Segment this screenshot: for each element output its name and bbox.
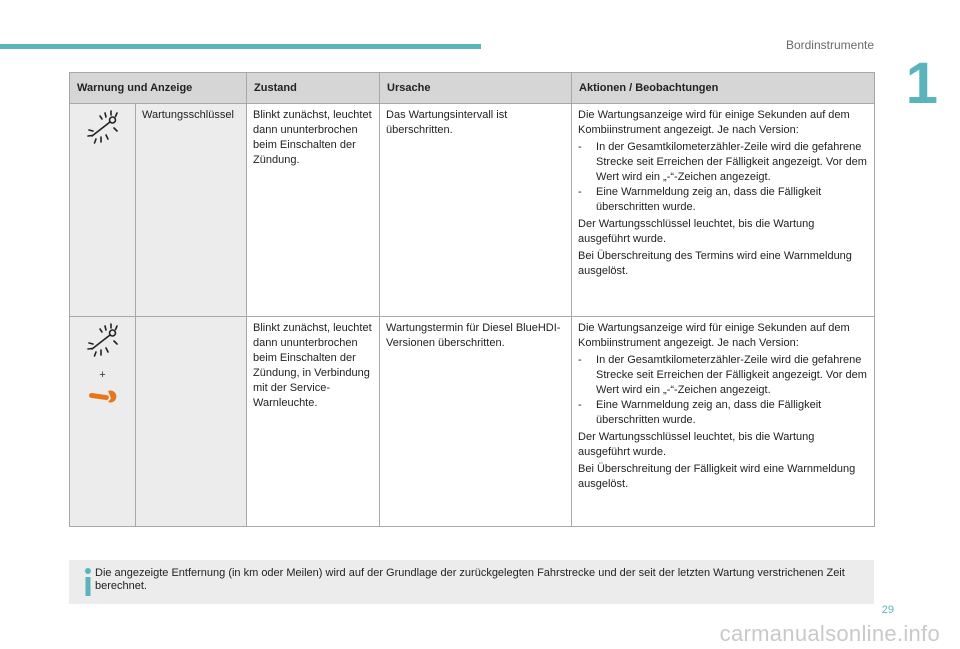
warning-table — [69, 72, 875, 527]
warning-name — [136, 317, 247, 527]
list-item — [578, 398, 868, 428]
ursache-cell: Das Wartungsintervall ist überschritten. — [380, 104, 572, 317]
actions-intro: Die Wartungsanzeige wird für einige Sekunden auf dem Kombiinstrument angezeigt. Je nach Version: — [578, 322, 850, 349]
accent-bar — [0, 44, 481, 49]
page-number: 29 — [881, 604, 894, 616]
list-item-text: Eine Warnmeldung zeig an, dass die Fälligkeit überschritten wurde. — [596, 186, 822, 213]
info-icon — [81, 566, 95, 598]
info-text: Die angezeigte Entfernung (in km oder Meilen) wird auf der Grundlage der zurückgelegten Fahrstrecke und der seit der letzten Wartung verstrichenen Zeit berechnet. — [95, 567, 845, 592]
column-header-warnung: Warnung und Anzeige — [70, 73, 247, 104]
actions-cell — [572, 104, 875, 317]
icon-cell — [70, 317, 136, 527]
icon-cell — [70, 104, 136, 317]
list-dash: - — [578, 354, 582, 366]
column-header-zustand: Zustand — [247, 73, 380, 104]
plus-sign: + — [99, 369, 106, 381]
actions-paragraph: Der Wartungsschlüssel leuchtet, bis die Wartung ausgeführt wurde. — [578, 431, 815, 458]
list-item — [578, 140, 868, 185]
info-box — [69, 560, 874, 604]
actions-intro: Die Wartungsanzeige wird für einige Sekunden auf dem Kombiinstrument angezeigt. Je nach Version: — [578, 109, 850, 136]
ursache-cell: Wartungstermin für Diesel BlueHDI-Versionen überschritten. — [380, 317, 572, 527]
column-header-ursache: Ursache — [380, 73, 572, 104]
list-item — [578, 185, 868, 215]
list-dash: - — [578, 186, 582, 198]
watermark: carmanualsonline.info — [719, 621, 940, 646]
service-wrench-warning-icon — [83, 321, 123, 361]
zustand-cell: Blinkt zunächst, leuchtet dann ununterbrochen beim Einschalten der Zündung, in Verbindung mit der Service-Warnleuchte. — [247, 317, 380, 527]
list-dash: - — [578, 399, 582, 411]
list-item-text: In der Gesamtkilometerzähler-Zeile wird die gefahrene Strecke seit Erreichen der Fälligkeit angezeigt. Vor dem Wert wird ein „-“-Zeichen angezeigt. — [596, 141, 867, 183]
list-item-text: Eine Warnmeldung zeig an, dass die Fälligkeit überschritten wurde. — [596, 399, 822, 426]
actions-paragraph: Bei Überschreitung des Termins wird eine Warnmeldung ausgelöst. — [578, 250, 852, 277]
list-item-text: In der Gesamtkilometerzähler-Zeile wird die gefahrene Strecke seit Erreichen der Fälligkeit angezeigt. Vor dem Wert wird ein „-“-Zeichen angezeigt. — [596, 354, 867, 396]
list-dash: - — [578, 141, 582, 153]
actions-paragraph: Bei Überschreitung der Fälligkeit wird eine Warnmeldung ausgelöst. — [578, 463, 856, 490]
warning-name: Wartungsschlüssel — [136, 104, 247, 317]
actions-cell — [572, 317, 875, 527]
table-row — [70, 317, 875, 527]
orange-wrench-icon — [86, 385, 120, 407]
column-header-aktionen: Aktionen / Beobachtungen — [572, 73, 875, 104]
actions-paragraph: Der Wartungsschlüssel leuchtet, bis die Wartung ausgeführt wurde. — [578, 218, 815, 245]
chapter-number: 1 — [905, 51, 938, 116]
table-header-row — [70, 73, 875, 104]
service-wrench-warning-icon — [83, 108, 123, 148]
zustand-cell: Blinkt zunächst, leuchtet dann ununterbrochen beim Einschalten der Zündung. — [247, 104, 380, 317]
list-item — [578, 353, 868, 398]
table-row — [70, 104, 875, 317]
section-title: Bordinstrumente — [785, 38, 874, 52]
